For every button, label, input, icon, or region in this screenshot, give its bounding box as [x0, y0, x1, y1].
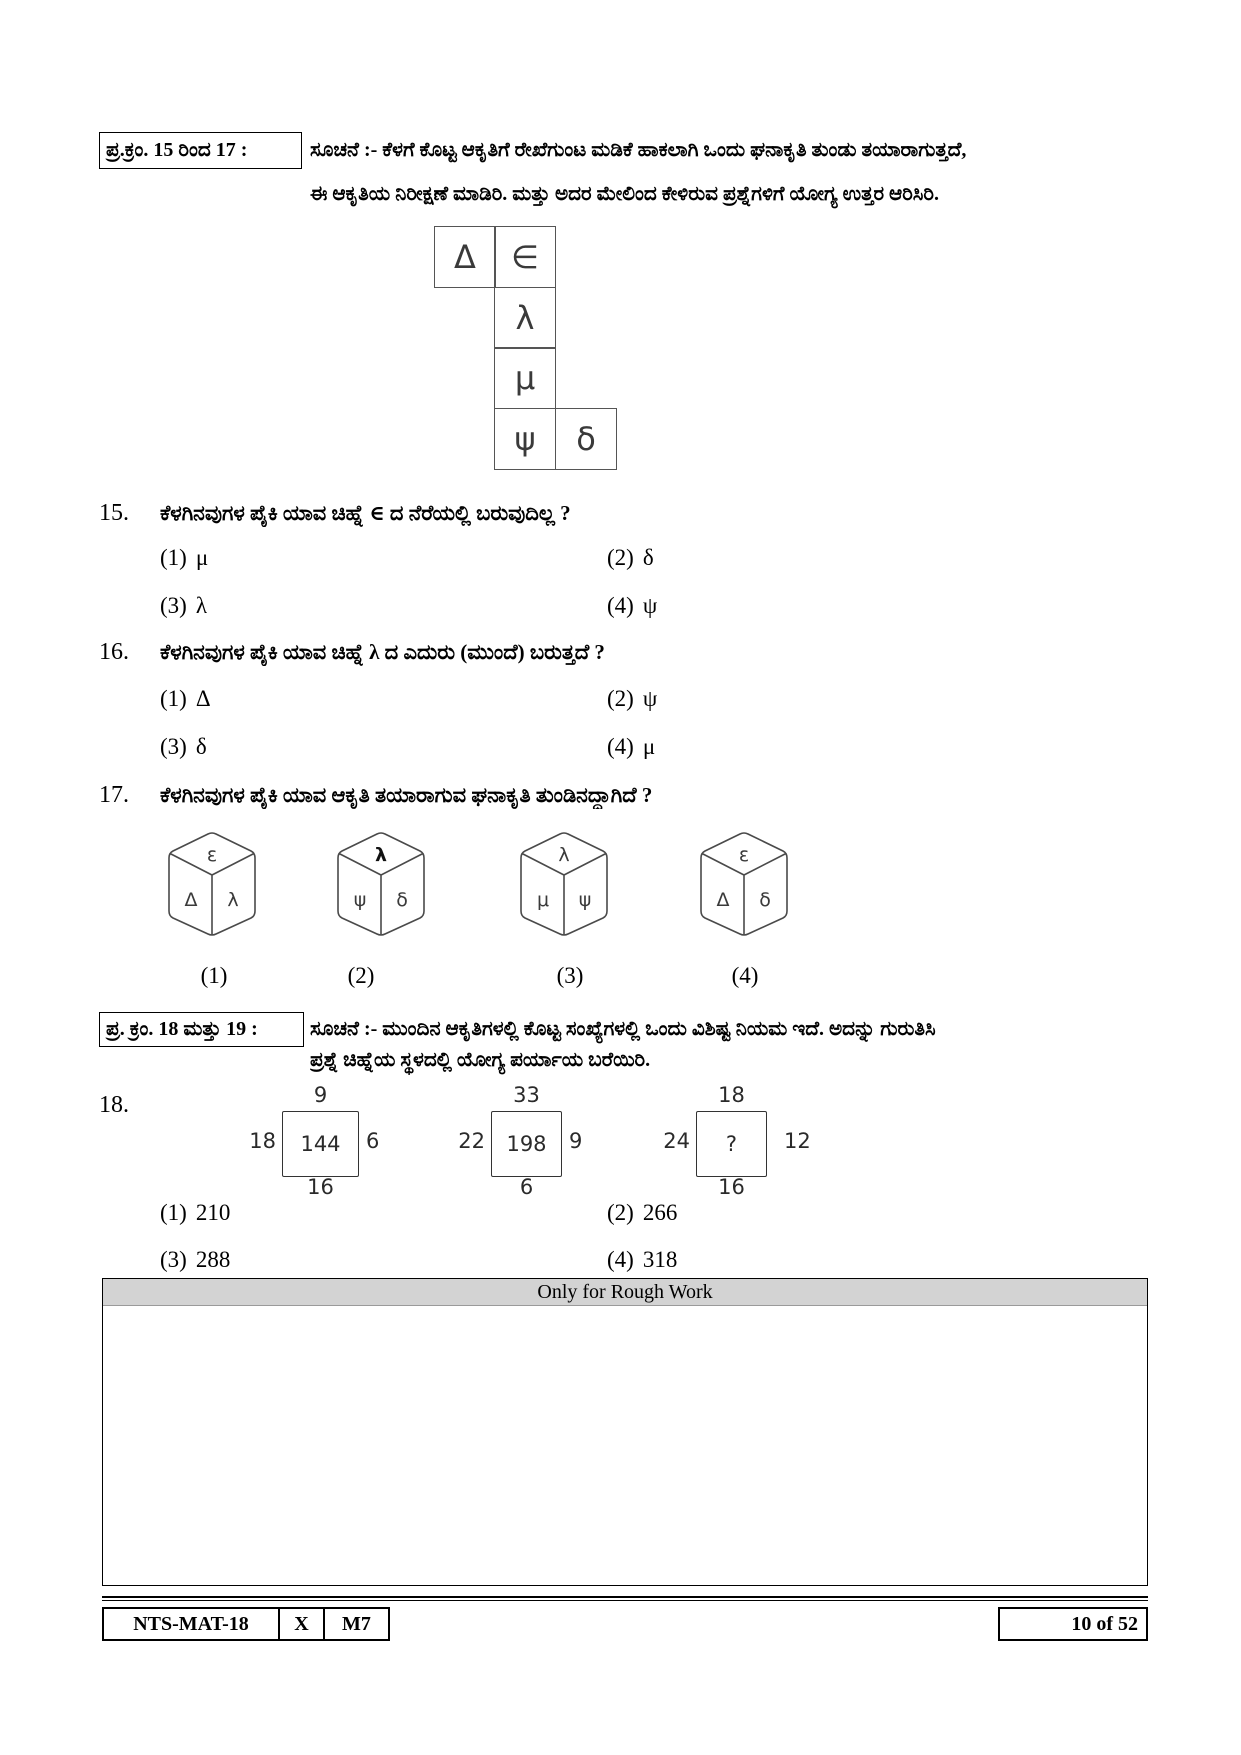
option-value: Δ — [195, 686, 211, 711]
cube-right-face: ψ — [578, 889, 592, 911]
figure-center-number: 144 — [300, 1132, 341, 1156]
option — [160, 1199, 230, 1227]
cube-option-3 — [519, 829, 609, 937]
option-label: (4) — [607, 593, 634, 618]
cube-right-face: δ — [396, 889, 408, 911]
option-label: (4) — [607, 1247, 634, 1272]
option — [160, 592, 207, 620]
net-face: Δ — [434, 226, 496, 288]
section-18-19-label: ಪ್ರ. ಕ್ರಂ. 18 ಮತ್ತು 19 : — [99, 1012, 304, 1047]
option — [607, 592, 657, 620]
paper-series: M7 — [342, 1612, 371, 1635]
net-face: ψ — [494, 408, 556, 470]
question-number: 15. — [99, 500, 129, 526]
cube-left-face: Δ — [184, 889, 198, 911]
option — [160, 685, 211, 713]
option — [607, 544, 654, 572]
figure-unknown-mark: ? — [725, 1132, 738, 1156]
option-label: (3) — [160, 1247, 187, 1272]
question-number: 17. — [99, 782, 129, 808]
option-value: 318 — [642, 1247, 678, 1272]
paper-set: X — [280, 1609, 325, 1639]
figure-bottom-number: 6 — [519, 1175, 534, 1199]
option-label: (2) — [607, 686, 634, 711]
option — [160, 733, 207, 761]
cube-top-face: ε — [206, 844, 218, 866]
option-value: μ — [642, 734, 656, 759]
figure-left-number: 24 — [663, 1129, 690, 1153]
figure-right-number: 6 — [366, 1129, 380, 1153]
figure-top-number: 33 — [513, 1083, 540, 1107]
net-face: δ — [555, 408, 617, 470]
cube-left-face: Δ — [716, 889, 730, 911]
instruction-line: ಸೂಚನೆ :- ಕೆಳಗೆ ಕೊಟ್ಟ ಆಕೃತಿಗೆ ರೇಖೆಗುಂಟ ಮಡಿಕೆ ಹಾಕಲಾಗಿ ಒಂದು ಘನಾಕೃತಿ ತುಂಡು ತಯಾರಾಗುತ್ತದೆ, — [310, 139, 967, 161]
option-label: (3) — [160, 593, 187, 618]
cube-left-face: ψ — [353, 889, 367, 911]
option-value: 288 — [195, 1247, 231, 1272]
figure-bottom-number: 16 — [307, 1175, 334, 1199]
option-value: δ — [195, 734, 207, 759]
cube-option-label: (3) — [556, 963, 584, 988]
question-text: ಕೆಳಗಿನವುಗಳ ಪೈಕಿ ಯಾವ ಆಕೃತಿ ತಯಾರಾಗುವ ಘನಾಕೃತಿ ತುಂಡಿನದ್ದಾಗಿದೆ ? — [160, 783, 653, 807]
instruction-line: ಈ ಆಕೃತಿಯ ನಿರೀಕ್ಷಣೆ ಮಾಡಿರಿ. ಮತ್ತು ಅದರ ಮೇಲಿಂದ ಕೇಳಿರುವ ಪ್ರಶ್ನೆಗಳಿಗೆ ಯೋಗ್ಯ ಉತ್ತರ ಆರಿಸಿರಿ. — [310, 183, 939, 205]
rough-work-box — [102, 1278, 1148, 1586]
option — [160, 544, 208, 572]
option-label: (1) — [160, 686, 187, 711]
question-number: 18. — [99, 1092, 129, 1118]
cube-top-face: λ — [374, 844, 388, 866]
number-figure — [249, 1083, 380, 1199]
net-face: ∈ — [494, 226, 556, 288]
cube-option-2 — [336, 829, 426, 937]
option — [160, 1246, 230, 1274]
question-text: ಕೆಳಗಿನವುಗಳ ಪೈಕಿ ಯಾವ ಚಿಹ್ನೆ ∈ ದ ನೆರೆಯಲ್ಲಿ ಬರುವುದಿಲ್ಲ ? — [160, 501, 571, 525]
question-text: ಕೆಳಗಿನವುಗಳ ಪೈಕಿ ಯಾವ ಚಿಹ್ನೆ λ ದ ಎದುರು (ಮುಂದೆ) ಬರುತ್ತದೆ ? — [160, 640, 605, 664]
option-label: (1) — [160, 1200, 187, 1225]
option-value: 210 — [195, 1200, 231, 1225]
option-value: δ — [642, 545, 654, 570]
option-value: ψ — [642, 686, 658, 711]
page-number: 10 of 52 — [1071, 1612, 1138, 1635]
option-value: ψ — [642, 593, 658, 618]
number-figure — [663, 1083, 811, 1199]
instruction-line: ಸೂಚನೆ :- ಮುಂದಿನ ಆಕೃತಿಗಳಲ್ಲಿ ಕೊಟ್ಟ ಸಂಖ್ಯೆಗಳಲ್ಲಿ ಒಂದು ವಿಶಿಷ್ಟ ನಿಯಮ ಇದೆ. ಅದನ್ನು ಗುರುತಿಸಿ — [310, 1017, 936, 1040]
option — [607, 1246, 677, 1274]
figure-bottom-number: 16 — [718, 1175, 745, 1199]
option-value: λ — [195, 593, 207, 618]
figure-top-number: 18 — [718, 1083, 745, 1107]
paper-code-box — [102, 1607, 390, 1641]
instruction-line: ಪ್ರಶ್ನೆ ಚಿಹ್ನೆಯ ಸ್ಥಳದಲ್ಲಿ ಯೋಗ್ಯ ಪರ್ಯಾಯ ಬರೆಯಿರಿ. — [310, 1048, 651, 1071]
cube-option-1 — [167, 829, 257, 937]
cube-net-figure — [434, 226, 618, 472]
cube-left-face: μ — [536, 889, 550, 911]
figure-left-number: 22 — [458, 1129, 485, 1153]
cube-option-label: (1) — [200, 963, 228, 988]
question-number: 16. — [99, 639, 129, 665]
net-face: λ — [494, 287, 556, 349]
figure-left-number: 18 — [249, 1129, 276, 1153]
cube-right-face: λ — [227, 889, 239, 911]
option-value: 266 — [642, 1200, 678, 1225]
cube-right-face: δ — [759, 889, 771, 911]
number-figure — [458, 1083, 583, 1199]
cube-top-face: ε — [738, 844, 750, 866]
figure-right-number: 9 — [569, 1129, 583, 1153]
cube-option-4 — [699, 829, 789, 937]
option — [607, 733, 655, 761]
option-value: μ — [195, 545, 209, 570]
cube-option-label: (4) — [731, 963, 759, 988]
option — [607, 1199, 677, 1227]
option-label: (2) — [607, 1200, 634, 1225]
section-15-17-label: ಪ್ರ.ಕ್ರಂ. 15 ರಿಂದ 17 : — [99, 132, 302, 169]
option-label: (3) — [160, 734, 187, 759]
paper-code: NTS-MAT-18 — [104, 1609, 280, 1639]
footer-rule — [102, 1596, 1148, 1601]
rough-work-title: Only for Rough Work — [103, 1279, 1147, 1306]
option-label: (1) — [160, 545, 187, 570]
net-face: μ — [494, 347, 556, 409]
figure-top-number: 9 — [313, 1083, 328, 1107]
figure-center-number: 198 — [506, 1132, 547, 1156]
option-label: (4) — [607, 734, 634, 759]
cube-option-label: (2) — [347, 963, 375, 988]
figure-right-number: 12 — [784, 1129, 811, 1153]
page-number-box — [998, 1607, 1148, 1641]
option — [607, 685, 657, 713]
cube-top-face: λ — [558, 844, 570, 866]
option-label: (2) — [607, 545, 634, 570]
